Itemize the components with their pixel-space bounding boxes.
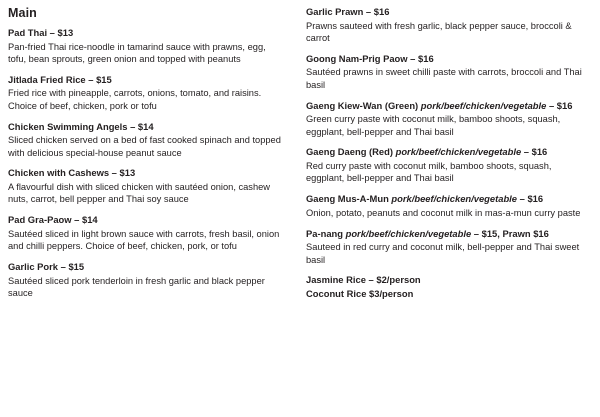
menu-item-variant: pork/beef/chicken/vegetable (393, 146, 522, 158)
menu-item-dash: – (58, 261, 69, 273)
menu-item-name: Gaeng Mus-A-Mun (306, 193, 389, 205)
menu-item-name: Pa-nang (306, 227, 343, 239)
menu-item-dash: – (407, 52, 419, 64)
menu-item-jasmine-rice: Jasmine Rice – $2/person (306, 274, 421, 286)
menu-item-name: Chicken Swimming Angels (8, 120, 128, 132)
menu-item-description: Sauteed in red curry and coconut milk, bell-pepper and Thai sweet basil (306, 242, 580, 265)
menu-item-price: $13 (119, 167, 136, 179)
menu-item-name: Gaeng Kiew-Wan (Green) (306, 99, 419, 111)
menu-item-heading (306, 6, 592, 18)
menu-item-description: Red curry paste with coconut milk, bamboo shoots, squash, eggplant, bell-pepper and Thai basil (306, 160, 552, 184)
menu-item-heading (8, 214, 286, 226)
menu-item-name: Gaeng Daeng (Red) (306, 146, 393, 158)
menu-item-heading (8, 261, 286, 273)
menu-item-dash: – (517, 193, 528, 205)
menu-item (306, 6, 592, 44)
menu-item-heading (306, 228, 592, 240)
menu-item (306, 146, 592, 184)
menu-item-dash: – (47, 27, 58, 38)
menu-item-name: Jitlada Fried Rice (8, 73, 86, 85)
menu-item-price: $16 (556, 99, 573, 111)
menu-item-price: $16 (527, 193, 544, 205)
menu-item-description: Fried rice with pineapple, carrots, onions, tomato, and raisins. Choice of beef, chicken, pork or tofu (8, 88, 262, 111)
menu-item-price: $13 (57, 27, 74, 38)
menu-item (306, 228, 592, 266)
menu-item-price: $15, Prawn $16 (481, 227, 549, 239)
menu-item-heading (306, 100, 592, 112)
menu-item-name: Pad Gra-Paow (8, 214, 72, 226)
menu-item-name: Goong Nam-Prig Paow (306, 52, 408, 64)
menu-item-coconut-rice: Coconut Rice $3/person (306, 288, 414, 300)
menu-item-description: Onion, potato, peanuts and coconut milk in mas-a-mun curry paste (306, 207, 581, 218)
menu-item-price: $16 (531, 146, 548, 158)
menu-column-right (300, 6, 592, 308)
menu-item-dash: – (127, 120, 138, 132)
menu-item-variant: pork/beef/chicken/vegetable (342, 227, 472, 239)
menu-item (8, 74, 286, 112)
menu-item (8, 261, 286, 299)
menu-item-price: $14 (82, 214, 98, 226)
menu-item-description: Prawns sauteed with fresh garlic, black pepper sauce, broccoli & carrot (306, 20, 572, 43)
page-title: Main (8, 6, 37, 20)
menu-item-price: $15 (96, 73, 112, 85)
menu-item-heading (8, 121, 286, 133)
menu-item (306, 193, 592, 219)
menu-item-heading (306, 193, 592, 205)
menu-item-dash: – (85, 73, 97, 85)
menu-item-description: Pan-fried Thai rice-noodle in tamarind sauce with prawns, egg, tofu, bean sprouts, green onion and topped with peanuts (8, 41, 266, 64)
menu-item-price: $15 (68, 261, 85, 273)
menu-item (8, 167, 286, 205)
menu-item-description: Sliced chicken served on a bed of fast cooked spinach and topped with delicious special-house peanut sauce (8, 135, 281, 158)
menu-item-dash: – (363, 6, 374, 17)
menu-column-left (8, 6, 300, 308)
menu-item-description: Sautéed sliced pork tenderloin in fresh garlic and black pepper sauce (8, 275, 265, 298)
menu-item-dash: – (521, 146, 532, 158)
menu-item (8, 214, 286, 252)
menu-item-description: Sautéed prawns in sweet chilli paste with carrots, broccoli and Thai basil (306, 67, 582, 90)
menu-item-variant: pork/beef/chicken/vegetable (418, 99, 547, 111)
menu-item-price: $16 (373, 6, 390, 17)
menu-item (306, 53, 592, 91)
menu-item-description: A flavourful dish with sliced chicken with sautéed onion, cashew nuts, carrot, bell pepper and Thai soy sauce (8, 181, 271, 205)
menu-item-description: Sautéed sliced in light brown sauce with carrots, fresh basil, onion and chilli peppers. Choice of beef, chicken, pork, or tofu (8, 228, 280, 252)
menu-item-name: Pad Thai (8, 27, 48, 38)
menu-item (306, 100, 592, 138)
menu-item-price: $16 (418, 52, 434, 64)
menu-item-dash: – (471, 227, 482, 239)
menu-item-variant: pork/beef/chicken/vegetable (388, 193, 517, 205)
menu-item-description: Green curry paste with coconut milk, bamboo shoots, squash, eggplant, bell-pepper and Thai basil (306, 114, 561, 137)
menu-item-heading (306, 146, 592, 158)
menu-item-dash: – (546, 99, 557, 111)
menu-item-heading (8, 167, 286, 179)
menu-item-name: Garlic Pork (8, 261, 59, 273)
menu-item-heading (306, 53, 592, 65)
menu-item-dash: – (109, 167, 120, 179)
menu-item-heading (8, 74, 286, 86)
menu-item-dash: – (71, 214, 82, 226)
menu-item-heading (8, 27, 286, 39)
menu-item-price: $14 (137, 120, 154, 132)
menu-item (8, 121, 286, 159)
menu-item (8, 27, 286, 65)
menu-item-name: Chicken with Cashews (8, 167, 110, 179)
menu-item-name: Garlic Prawn (306, 6, 364, 17)
